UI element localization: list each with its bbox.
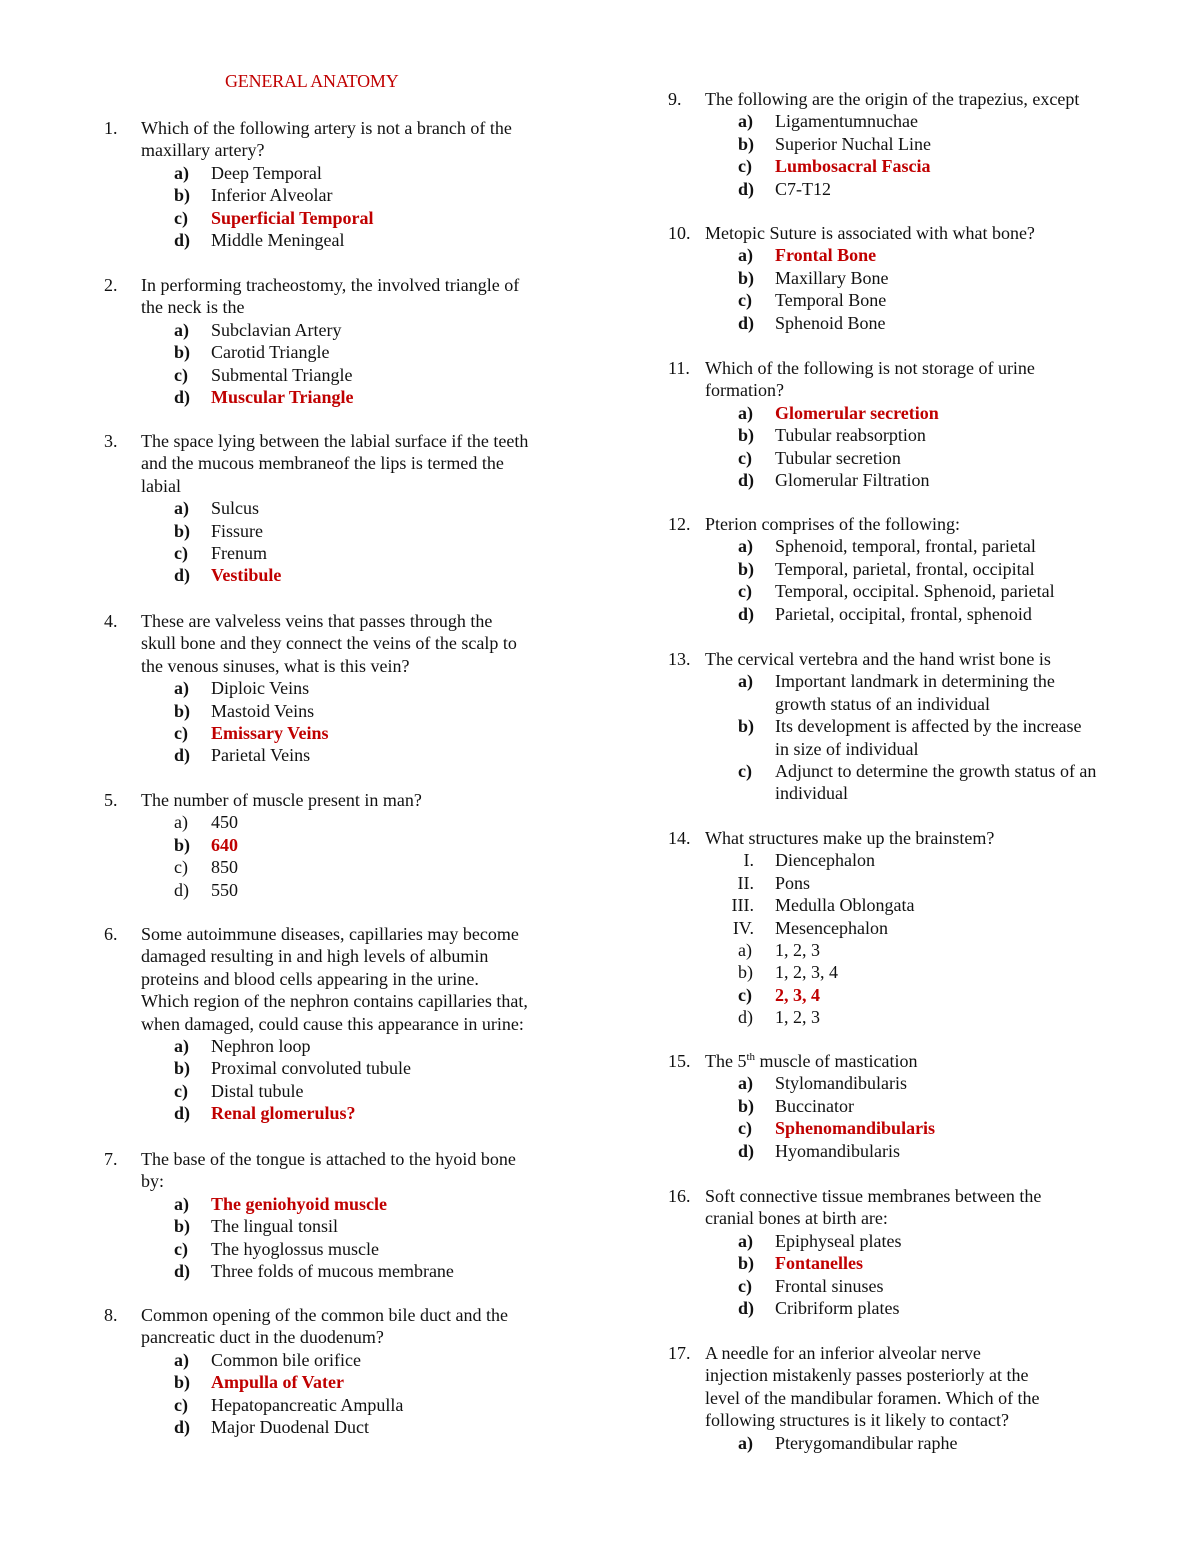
option-label: c) (738, 156, 752, 177)
option-text: Temporal Bone (775, 290, 887, 311)
option-label: c) (738, 1275, 752, 1296)
option-text: Hyomandibularis (775, 1140, 900, 1161)
option-label: d) (738, 1298, 755, 1319)
option-label: a) (174, 812, 188, 833)
option-label: b) (174, 185, 191, 206)
question-block (668, 357, 1138, 491)
option-text: Proximal convoluted tubule (211, 1058, 411, 1079)
question-text-line: damaged resulting in and high levels of albumin (141, 946, 489, 967)
option-label: c) (174, 1238, 188, 1259)
answer-option (668, 133, 1138, 155)
option-text: Pons (775, 872, 811, 893)
option-text-line: Important landmark in determining the (775, 671, 1055, 692)
option-label: a) (174, 162, 189, 183)
option-label: d) (738, 312, 755, 333)
option-text: Ligamentumnuchae (775, 111, 918, 132)
question-number: 1. (104, 118, 118, 138)
answer-option (668, 289, 1138, 311)
correct-answer-option (668, 244, 1138, 266)
option-text-line: growth status of an individual (775, 693, 990, 714)
question-text-line: Metopic Suture is associated with what bone? (705, 223, 1035, 243)
correct-answer-option (668, 1252, 1138, 1274)
question-stem (104, 1304, 574, 1349)
question-stem (104, 117, 574, 162)
answer-option (668, 760, 1138, 805)
option-text: The hyoglossus muscle (211, 1238, 379, 1259)
question-stem (668, 827, 1138, 849)
question-number: 9. (668, 89, 682, 109)
question-text-line: level of the mandibular foramen. Which of the (705, 1387, 1040, 1408)
question-stem (104, 274, 574, 319)
option-label: III. (731, 895, 754, 916)
question-text-line: Some autoimmune diseases, capillaries may become (141, 924, 519, 944)
option-text: Three folds of mucous membrane (211, 1261, 454, 1282)
option-label: d) (174, 879, 189, 900)
option-label: d) (174, 745, 191, 766)
answer-option (668, 1006, 1138, 1028)
option-text: Submental Triangle (211, 364, 353, 385)
option-label: a) (738, 940, 752, 961)
answer-option (668, 670, 1138, 715)
option-text: Diploic Veins (211, 678, 310, 699)
answer-option (104, 1238, 574, 1260)
answer-option (668, 939, 1138, 961)
option-text: Inferior Alveolar (211, 185, 333, 206)
option-label: c) (738, 984, 752, 1005)
question-block (104, 1304, 574, 1438)
question-block (668, 648, 1138, 805)
option-text: Vestibule (211, 565, 282, 586)
option-label: a) (738, 1432, 753, 1453)
option-label: b) (738, 962, 753, 983)
option-label: d) (174, 1417, 191, 1438)
answer-option (668, 872, 1138, 894)
option-text: 2, 3, 4 (775, 984, 820, 1005)
option-text: Maxillary Bone (775, 267, 889, 288)
question-text-line: The base of the tongue is attached to the hyoid bone (141, 1149, 516, 1169)
option-text-line: Its development is affected by the increase (775, 716, 1082, 737)
answer-option (104, 744, 574, 766)
option-label: d) (174, 387, 191, 408)
option-text: Deep Temporal (211, 162, 322, 183)
answer-option (668, 849, 1138, 871)
page-title: GENERAL ANATOMY (225, 71, 399, 91)
option-text: Distal tubule (211, 1080, 304, 1101)
option-text: Carotid Triangle (211, 342, 330, 363)
option-label: c) (738, 1118, 752, 1139)
question-text-line: Which of the following is not storage of urine (705, 358, 1035, 378)
option-label: a) (738, 1073, 753, 1094)
question-stem (668, 1342, 1138, 1432)
option-label: II. (737, 872, 754, 893)
answer-option (668, 961, 1138, 983)
option-text: Frontal Bone (775, 245, 877, 266)
answer-option (668, 312, 1138, 334)
question-text-line: In performing tracheostomy, the involved triangle of (141, 275, 520, 295)
option-label: c) (174, 723, 188, 744)
question-block (104, 430, 574, 587)
correct-answer-option (104, 207, 574, 229)
correct-answer-option (668, 1117, 1138, 1139)
question-number: 13. (668, 649, 691, 669)
option-label: c) (174, 1394, 188, 1415)
option-label: d) (738, 1140, 755, 1161)
question-number: 12. (668, 514, 691, 534)
question-text-line: by: (141, 1171, 165, 1192)
option-label: d) (174, 565, 191, 586)
answer-option (104, 1394, 574, 1416)
option-text: Glomerular secretion (775, 402, 939, 423)
option-label: d) (738, 603, 755, 624)
option-label: a) (738, 245, 753, 266)
question-stem (668, 1050, 1138, 1072)
question-text-line: pancreatic duct in the duodenum? (141, 1327, 384, 1348)
option-label: b) (738, 425, 755, 446)
question-block (668, 1050, 1138, 1162)
correct-answer-option (104, 564, 574, 586)
option-text: 850 (211, 857, 238, 878)
option-label: I. (743, 850, 754, 871)
question-stem (668, 357, 1138, 402)
answer-option (668, 424, 1138, 446)
option-text: 1, 2, 3 (775, 1007, 820, 1028)
option-label: c) (738, 581, 752, 602)
question-number: 16. (668, 1186, 691, 1206)
option-text: Fissure (211, 520, 264, 541)
answer-option (104, 1349, 574, 1371)
answer-option (104, 542, 574, 564)
option-label: b) (738, 1095, 755, 1116)
option-text: Superficial Temporal (211, 207, 374, 228)
correct-answer-option (104, 1371, 574, 1393)
option-text-line: Adjunct to determine the growth status of an (775, 761, 1097, 782)
option-label: d) (738, 470, 755, 491)
question-text-line: These are valveless veins that passes through the (141, 611, 493, 631)
answer-option (104, 700, 574, 722)
question-text-line: maxillary artery? (141, 140, 265, 161)
option-text: 1, 2, 3, 4 (775, 962, 838, 983)
question-number: 5. (104, 790, 118, 810)
question-stem (104, 610, 574, 677)
question-text-line: The number of muscle present in man? (141, 790, 422, 810)
option-text: Sphenoid, temporal, frontal, parietal (775, 536, 1036, 557)
question-block (668, 513, 1138, 625)
answer-option (668, 894, 1138, 916)
answer-option (104, 319, 574, 341)
question-block (668, 222, 1138, 334)
answer-option (104, 497, 574, 519)
answer-option (668, 1275, 1138, 1297)
answer-option (668, 1095, 1138, 1117)
option-text: Major Duodenal Duct (211, 1417, 369, 1438)
question-block (668, 1185, 1138, 1319)
option-label: b) (738, 133, 755, 154)
option-label: d) (174, 1261, 191, 1282)
option-label: c) (174, 364, 188, 385)
question-text-line: cranial bones at birth are: (705, 1208, 888, 1229)
option-text: The geniohyoid muscle (211, 1193, 388, 1214)
option-label: c) (738, 447, 752, 468)
option-text: Nephron loop (211, 1036, 311, 1057)
question-text-line: The space lying between the labial surface if the teeth (141, 431, 529, 451)
question-number: 17. (668, 1343, 691, 1363)
question-number: 7. (104, 1149, 118, 1169)
option-text: Sulcus (211, 498, 260, 519)
option-text: Sphenoid Bone (775, 312, 886, 333)
question-text-line: Which region of the nephron contains capillaries that, (141, 991, 528, 1012)
question-number: 8. (104, 1305, 118, 1325)
option-label: b) (174, 520, 191, 541)
answer-option (668, 1140, 1138, 1162)
option-text: Parietal Veins (211, 745, 311, 766)
question-block (668, 1342, 1138, 1454)
option-label: a) (738, 671, 753, 692)
option-text: Frenum (211, 543, 267, 564)
option-text: Tubular secretion (775, 447, 901, 468)
question-text-line: Common opening of the common bile duct and the (141, 1305, 508, 1325)
answer-option (668, 603, 1138, 625)
question-text-line: the venous sinuses, what is this vein? (141, 655, 410, 676)
correct-answer-option (104, 722, 574, 744)
correct-answer-option (668, 155, 1138, 177)
answer-option (668, 535, 1138, 557)
option-text: Hepatopancreatic Ampulla (211, 1394, 404, 1415)
answer-option (104, 1080, 574, 1102)
option-label: d) (738, 178, 755, 199)
correct-answer-option (668, 402, 1138, 424)
option-label: d) (174, 230, 191, 251)
answer-option (104, 1035, 574, 1057)
answer-option (104, 1057, 574, 1079)
option-text: Stylomandibularis (775, 1073, 907, 1094)
option-text: Renal glomerulus? (211, 1103, 356, 1124)
question-text-line: proteins and blood cells appearing in the urine. (141, 968, 479, 989)
answer-option (104, 184, 574, 206)
correct-answer-option (104, 386, 574, 408)
option-text-line: individual (775, 783, 848, 804)
question-stem (104, 923, 574, 1035)
option-text-line: in size of individual (775, 738, 919, 759)
option-text: Temporal, parietal, frontal, occipital (775, 558, 1035, 579)
question-block (104, 274, 574, 408)
question-text-line: skull bone and they connect the veins of the scalp to (141, 633, 517, 654)
question-stem (668, 1185, 1138, 1230)
question-text-line: The following are the origin of the trapezius, except (705, 89, 1080, 109)
answer-option (668, 1297, 1138, 1319)
answer-option (104, 364, 574, 386)
option-label: a) (174, 678, 189, 699)
option-label: b) (174, 1216, 191, 1237)
answer-option (104, 677, 574, 699)
question-text-line: Soft connective tissue membranes between the (705, 1186, 1042, 1206)
option-text: C7-T12 (775, 178, 831, 199)
answer-option (668, 715, 1138, 760)
answer-option (104, 856, 574, 878)
option-label: d) (174, 1103, 191, 1124)
option-text: The lingual tonsil (211, 1216, 338, 1237)
option-text: Superior Nuchal Line (775, 133, 931, 154)
answer-option (668, 110, 1138, 132)
option-label: a) (738, 111, 753, 132)
question-text-line: What structures make up the brainstem? (705, 828, 995, 848)
question-text-line: and the mucous membraneof the lips is termed the (141, 453, 504, 474)
correct-answer-option (104, 1102, 574, 1124)
option-text: Tubular reabsorption (775, 425, 926, 446)
option-text: Parietal, occipital, frontal, sphenoid (775, 603, 1032, 624)
answer-option (668, 447, 1138, 469)
option-label: IV. (732, 917, 754, 938)
option-label: b) (174, 1058, 191, 1079)
question-block (104, 610, 574, 767)
option-label: a) (738, 402, 753, 423)
option-text: Frontal sinuses (775, 1275, 884, 1296)
option-label: a) (738, 1230, 753, 1251)
answer-option (104, 520, 574, 542)
answer-option (668, 580, 1138, 602)
answer-option (104, 879, 574, 901)
question-block (104, 1148, 574, 1282)
question-text-line: the neck is the (141, 297, 245, 318)
option-text: Muscular Triangle (211, 387, 354, 408)
superscript: th (746, 1051, 756, 1063)
option-label: b) (174, 834, 191, 855)
answer-option (104, 341, 574, 363)
option-label: b) (174, 1372, 191, 1393)
option-label: a) (174, 1036, 189, 1057)
answer-option (668, 469, 1138, 491)
answer-option (668, 178, 1138, 200)
question-stem (668, 222, 1138, 244)
question-number: 15. (668, 1051, 691, 1071)
question-stem (104, 430, 574, 497)
option-label: c) (174, 1080, 188, 1101)
question-number: 6. (104, 924, 118, 944)
option-text: Pterygomandibular raphe (775, 1432, 958, 1453)
answer-option (104, 1215, 574, 1237)
option-text: Fontanelles (775, 1253, 863, 1274)
question-number: 11. (668, 358, 690, 378)
option-label: c) (738, 290, 752, 311)
option-text: Epiphyseal plates (775, 1230, 902, 1251)
question-block (104, 923, 574, 1125)
answer-option (668, 1230, 1138, 1252)
question-text-line: Pterion comprises of the following: (705, 514, 960, 534)
answer-option (104, 1260, 574, 1282)
answer-option (668, 1072, 1138, 1094)
option-text: Common bile orifice (211, 1349, 361, 1370)
option-label: b) (174, 342, 191, 363)
option-label: b) (738, 1253, 755, 1274)
option-text: Diencephalon (775, 850, 875, 871)
option-text: Subclavian Artery (211, 319, 342, 340)
question-text-line: injection mistakenly passes posteriorly at the (705, 1365, 1029, 1386)
question-stem (668, 88, 1138, 110)
option-text: 1, 2, 3 (775, 940, 820, 961)
answer-option (104, 811, 574, 833)
answer-option (668, 917, 1138, 939)
correct-answer-option (104, 834, 574, 856)
option-text: 640 (211, 834, 238, 855)
question-text-line: when damaged, could cause this appearance in urine: (141, 1013, 524, 1034)
option-text: Sphenomandibularis (775, 1118, 936, 1139)
question-stem (104, 789, 574, 811)
option-text: 450 (211, 812, 238, 833)
question-stem (668, 648, 1138, 670)
question-text-line: A needle for an inferior alveolar nerve (705, 1343, 981, 1363)
answer-option (104, 229, 574, 251)
question-number: 14. (668, 828, 691, 848)
option-label: c) (174, 207, 188, 228)
option-text: Glomerular Filtration (775, 470, 930, 491)
option-text: Ampulla of Vater (211, 1372, 345, 1393)
answer-option (104, 162, 574, 184)
option-text: Medulla Oblongata (775, 895, 915, 916)
question-stem (668, 513, 1138, 535)
question-number: 3. (104, 431, 118, 451)
option-text: Emissary Veins (211, 723, 329, 744)
option-label: a) (174, 319, 189, 340)
option-text: 550 (211, 879, 238, 900)
option-label: c) (174, 543, 188, 564)
question-text: muscle of mastication (755, 1051, 918, 1071)
option-label: a) (174, 1349, 189, 1370)
option-text: Cribriform plates (775, 1298, 900, 1319)
answer-option (104, 1416, 574, 1438)
question-text-line: Which of the following artery is not a branch of the (141, 118, 512, 138)
option-label: c) (174, 857, 188, 878)
option-label: b) (738, 716, 755, 737)
option-text: Mesencephalon (775, 917, 888, 938)
question-stem (104, 1148, 574, 1193)
option-label: b) (738, 267, 755, 288)
option-text: Temporal, occipital. Sphenoid, parietal (775, 581, 1055, 602)
option-text: Lumbosacral Fascia (775, 156, 931, 177)
question-block (104, 117, 574, 251)
question-text: The 5 (705, 1051, 747, 1071)
answer-option (668, 267, 1138, 289)
question-block (104, 789, 574, 901)
question-text-line: The cervical vertebra and the hand wrist bone is (705, 649, 1051, 669)
option-label: d) (738, 1007, 753, 1028)
option-text: Mastoid Veins (211, 700, 315, 721)
option-label: a) (738, 536, 753, 557)
question-number: 4. (104, 611, 118, 631)
question-block (668, 827, 1138, 1029)
option-text: Buccinator (775, 1095, 854, 1116)
correct-answer-option (104, 1193, 574, 1215)
question-number: 2. (104, 275, 118, 295)
option-label: c) (738, 761, 752, 782)
question-text-line: labial (141, 475, 181, 496)
question-text-line: following structures is it likely to contact? (705, 1410, 1009, 1431)
question-number: 10. (668, 223, 691, 243)
option-text: Middle Meningeal (211, 230, 345, 251)
option-label: b) (738, 558, 755, 579)
correct-answer-option (668, 984, 1138, 1006)
option-label: a) (174, 498, 189, 519)
question-text-line: formation? (705, 380, 784, 401)
question-block (668, 88, 1138, 200)
option-label: b) (174, 700, 191, 721)
option-label: a) (174, 1193, 189, 1214)
answer-option (668, 1432, 1138, 1454)
answer-option (668, 558, 1138, 580)
